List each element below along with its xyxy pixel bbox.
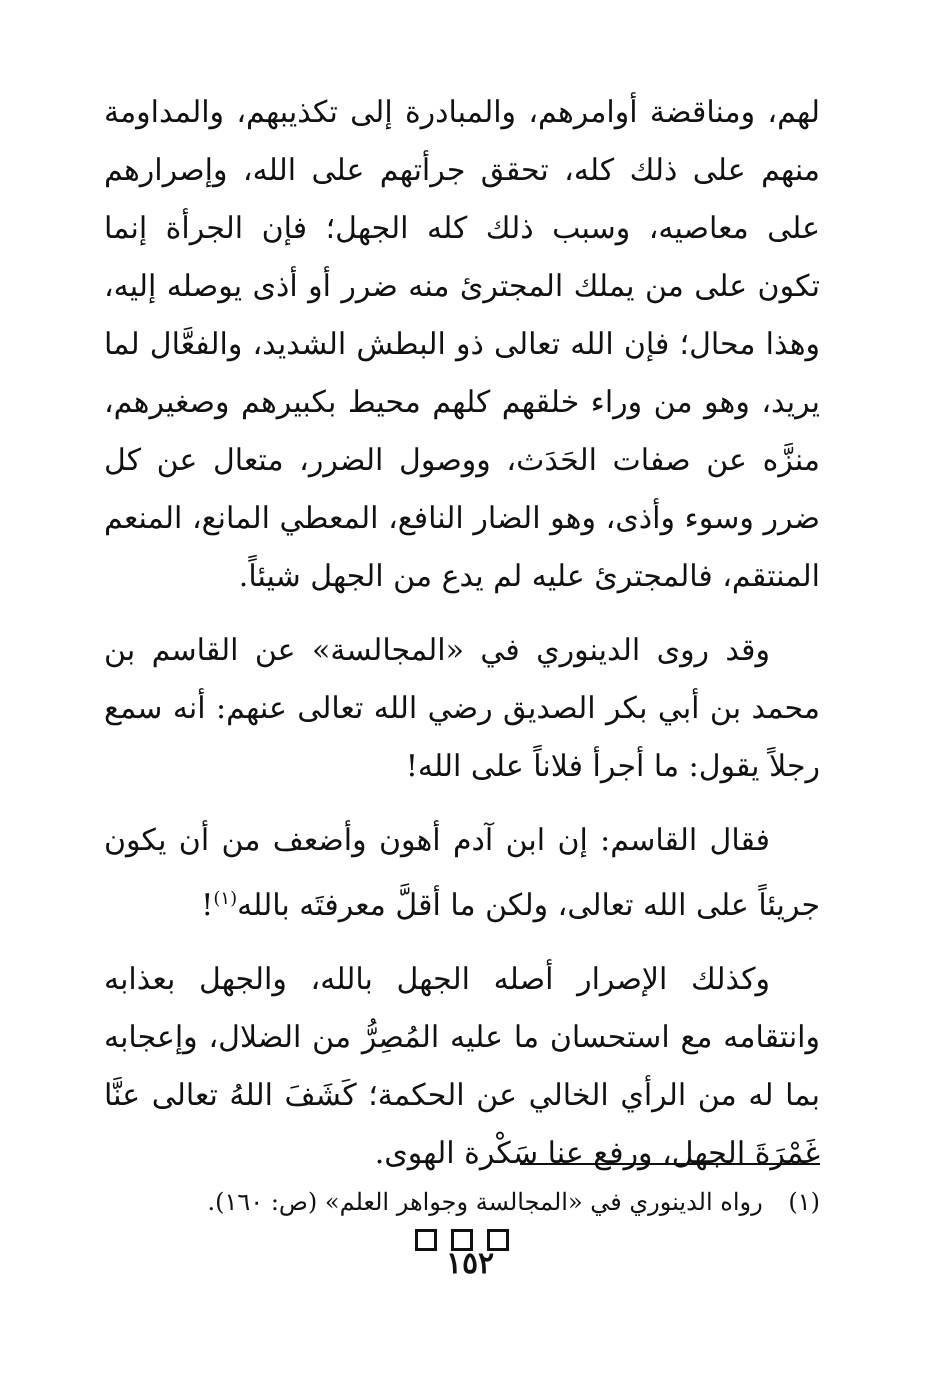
paragraph-3 bbox=[104, 812, 820, 935]
paragraph-1: لهم، ومناقضة أوامرهم، والمبادرة إلى تكذيبهم، والمداومة منهم على ذلك كله، تحقق جرأتهم على الله، وإصرارهم على معاصيه، وسبب ذلك كله الجهل؛ فإن الجرأة إنما تكون على من يملك المجترئ منه ضرر أو أذى يوصله إليه، وهذا محال؛ فإن الله تعالى ذو البطش الشديد، والفعَّال لما يريد، وهو من وراء خلقهم كلهم محيط بكبيرهم وصغيرهم، منزَّه عن صفات الحَدَث، ووصول الضرر، متعال عن كل ضرر وسوء وأذى، وهو الضار النافع، المعطي المانع، المنعم المنتقم، فالمجترئ عليه لم يدع من الجهل شيئاً. bbox=[104, 95, 820, 594]
footnote-reference: (١) bbox=[213, 888, 238, 909]
paragraph-2: وقد روى الدينوري في «المجالسة» عن القاسم بن محمد بن أبي بكر الصديق رضي الله تعالى عنهم: أنه سمع رجلاً يقول: ما أجرأ فلاناً على الله! bbox=[104, 633, 820, 784]
page-body bbox=[104, 84, 820, 1251]
footnote bbox=[120, 1184, 820, 1220]
paragraph-4: وكذلك الإصرار أصله الجهل بالله، والجهل بعذابه وانتقامه مع استحسان ما عليه المُصِرُّ من الضلال، وإعجابه بما له من الرأي الخالي عن الحكمة؛ كَشَفَ اللهُ تعالى عنَّا غَمْرَةَ الجهل، ورفع عنا سَكْرة الهوى. bbox=[104, 962, 820, 1171]
footnote-number: (١) bbox=[788, 1188, 820, 1216]
page-number: ١٥٢ bbox=[445, 1246, 495, 1281]
footnote-text: رواه الدينوري في «المجالسة وجواهر العلم» (ص: ١٦٠). bbox=[207, 1188, 763, 1216]
paragraph-3-end: ! bbox=[201, 888, 214, 923]
paragraph-3-text: فقال القاسم: إن ابن آدم أهون وأضعف من أن يكون جريئاً على الله تعالى، ولكن ما أقلَّ معرفتَه بالله bbox=[104, 823, 820, 923]
footnote-divider bbox=[520, 1163, 820, 1165]
